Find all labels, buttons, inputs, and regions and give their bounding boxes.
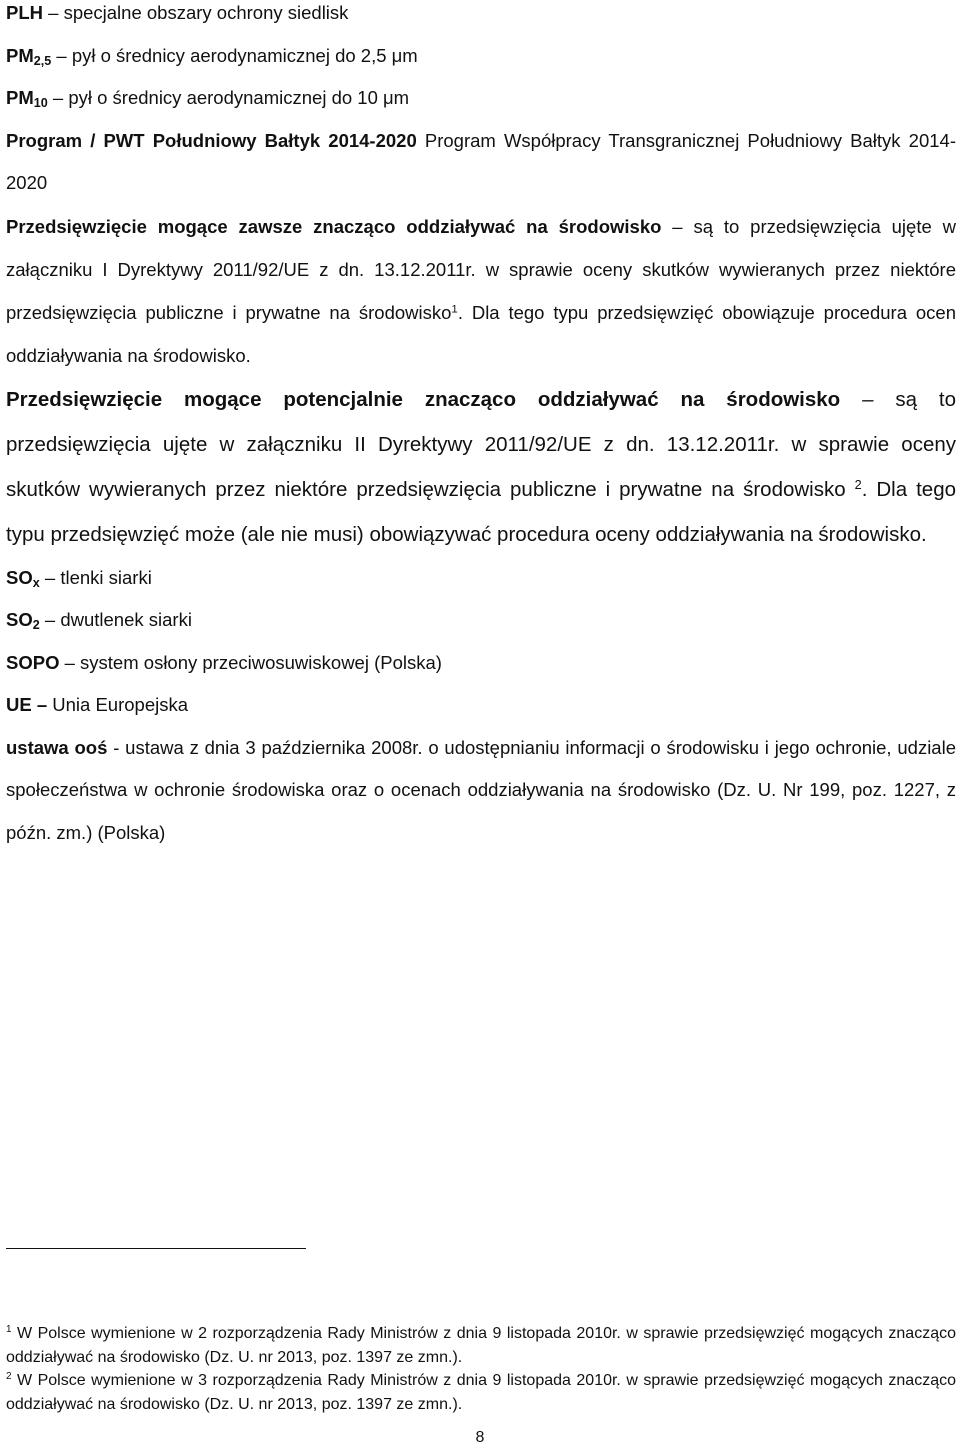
glossary-entry-so2 — [6, 599, 956, 642]
footnote-reference: 1 — [451, 303, 458, 316]
glossary-entry-program-pwt — [6, 120, 956, 205]
glossary-term-subscript: x — [32, 575, 40, 590]
page-number: 8 — [475, 1429, 485, 1446]
glossary-entry-sox — [6, 557, 956, 600]
glossary-separator: – — [47, 87, 69, 108]
glossary-term-main: PM — [6, 44, 34, 66]
glossary-list — [6, 0, 956, 854]
glossary-entry-pm25 — [6, 35, 956, 78]
glossary-term: ustawa ooś — [6, 736, 108, 758]
glossary-term — [6, 87, 48, 111]
glossary-separator: – — [59, 651, 81, 673]
glossary-term-main: SO — [6, 566, 33, 588]
glossary-term-subscript: 2,5 — [33, 53, 52, 68]
footnote-text: W Polsce wymienione w 2 rozporządzenia Rady Ministrów z dnia 9 listopada 2010r. w sprawie przedsięwzięć mogących znacząco oddziaływać na środowisko (Dz. U. nr 2013, poz. 1397 ze zmn.). — [6, 1325, 956, 1366]
glossary-term-main: SO — [6, 609, 33, 630]
glossary-term-subscript: 10 — [33, 96, 48, 111]
glossary-entry-plh — [6, 0, 956, 35]
glossary-definition-continued: . Dla tego typu przedsięwzięć może (ale nie musi) obowiązywać procedura oceny oddziaływania na środowisko. — [6, 477, 956, 546]
glossary-term: UE — [6, 694, 32, 715]
glossary-separator: - — [107, 736, 126, 758]
glossary-entry-przedsiewziecie-potencjalnie — [6, 377, 956, 557]
footnotes — [6, 1322, 956, 1416]
glossary-separator: – — [31, 694, 53, 715]
glossary-entry-ue — [6, 684, 956, 727]
glossary-separator: – — [840, 387, 896, 411]
footnote-text: W Polsce wymienione w 3 rozporządzenia Rady Ministrów z dnia 9 listopada 2010r. w sprawie przedsięwzięć mogących znacząco oddziaływać na środowisko (Dz. U. nr 2013, poz. 1397 ze zmn.). — [6, 1372, 956, 1413]
glossary-definition: system osłony przeciwosuwiskowej (Polska) — [80, 651, 442, 673]
glossary-term-main: PM — [6, 87, 34, 108]
glossary-separator: – — [43, 2, 64, 23]
glossary-term-subscript: 2 — [32, 618, 40, 633]
glossary-definition: są to przedsięwzięcia ujęte w załączniku II Dyrektywy 2011/92/UE z dn. 13.12.2011r. w sprawie oceny skutków wywieranych przez niektóre przedsięwzięcia publiczne i prywatne na środowisko — [6, 387, 957, 501]
glossary-term — [6, 45, 51, 66]
glossary-definition: tlenki siarki — [60, 566, 152, 588]
glossary-separator: – — [39, 609, 61, 630]
glossary-definition: ustawa z dnia 3 października 2008r. o udostępnianiu informacji o środowisku i jego ochronie, udziale społeczeństwa w ochronie środowiska oraz o ocenach oddziaływania na środowisko (Dz. U. Nr 199, poz. 1227, z późn. zm.) (Polska) — [6, 736, 956, 843]
footnote-1 — [6, 1322, 956, 1369]
glossary-definition: pył o średnicy aerodynamicznej do 10 μm — [68, 87, 410, 108]
footnote-separator-line — [6, 1248, 306, 1249]
glossary-term — [6, 609, 40, 633]
glossary-definition-continued: . Dla tego typu przedsięwzięć obowiązuje procedura ocen oddziaływania na środowisko. — [6, 301, 956, 366]
glossary-separator: – — [39, 566, 61, 588]
glossary-definition: specjalne obszary ochrony siedlisk — [63, 2, 349, 23]
glossary-definition: Unia Europejska — [52, 694, 189, 715]
glossary-term: Przedsięwzięcie mogące zawsze znacząco oddziaływać na środowisko — [6, 215, 662, 237]
footnote-number: 2 — [6, 1371, 12, 1383]
glossary-term: PLH — [6, 2, 43, 23]
footnote-2 — [6, 1369, 956, 1416]
glossary-term: Program / PWT Południowy Bałtyk 2014-2020 — [6, 129, 417, 151]
glossary-separator: – — [661, 215, 694, 237]
glossary-definition: Program Współpracy Transgranicznej Południowy Bałtyk 2014-2020 — [6, 129, 956, 193]
glossary-definition: pył o średnicy aerodynamicznej do 2,5 μm — [71, 44, 418, 66]
glossary-separator — [417, 130, 425, 151]
glossary-entry-ustawa-oos — [6, 727, 956, 855]
footnote-number: 1 — [6, 1324, 12, 1336]
glossary-definition: dwutlenek siarki — [60, 609, 192, 630]
glossary-separator: – — [51, 44, 72, 66]
glossary-term: SOPO — [6, 651, 60, 673]
glossary-entry-pm10 — [6, 77, 956, 120]
glossary-definition: są to przedsięwzięcia ujęte w załączniku I Dyrektywy 2011/92/UE z dn. 13.12.2011r. w sprawie oceny skutków wywieranych przez niektóre przedsięwzięcia publiczne i prywatne na środowisko — [6, 215, 956, 323]
glossary-entry-przedsiewziecie-zawsze — [6, 205, 956, 377]
glossary-entry-sopo — [6, 642, 956, 685]
footnote-reference: 2 — [854, 476, 862, 492]
glossary-term — [6, 567, 40, 588]
glossary-term: Przedsięwzięcie mogące potencjalnie znacząco oddziaływać na środowisko — [6, 387, 841, 411]
